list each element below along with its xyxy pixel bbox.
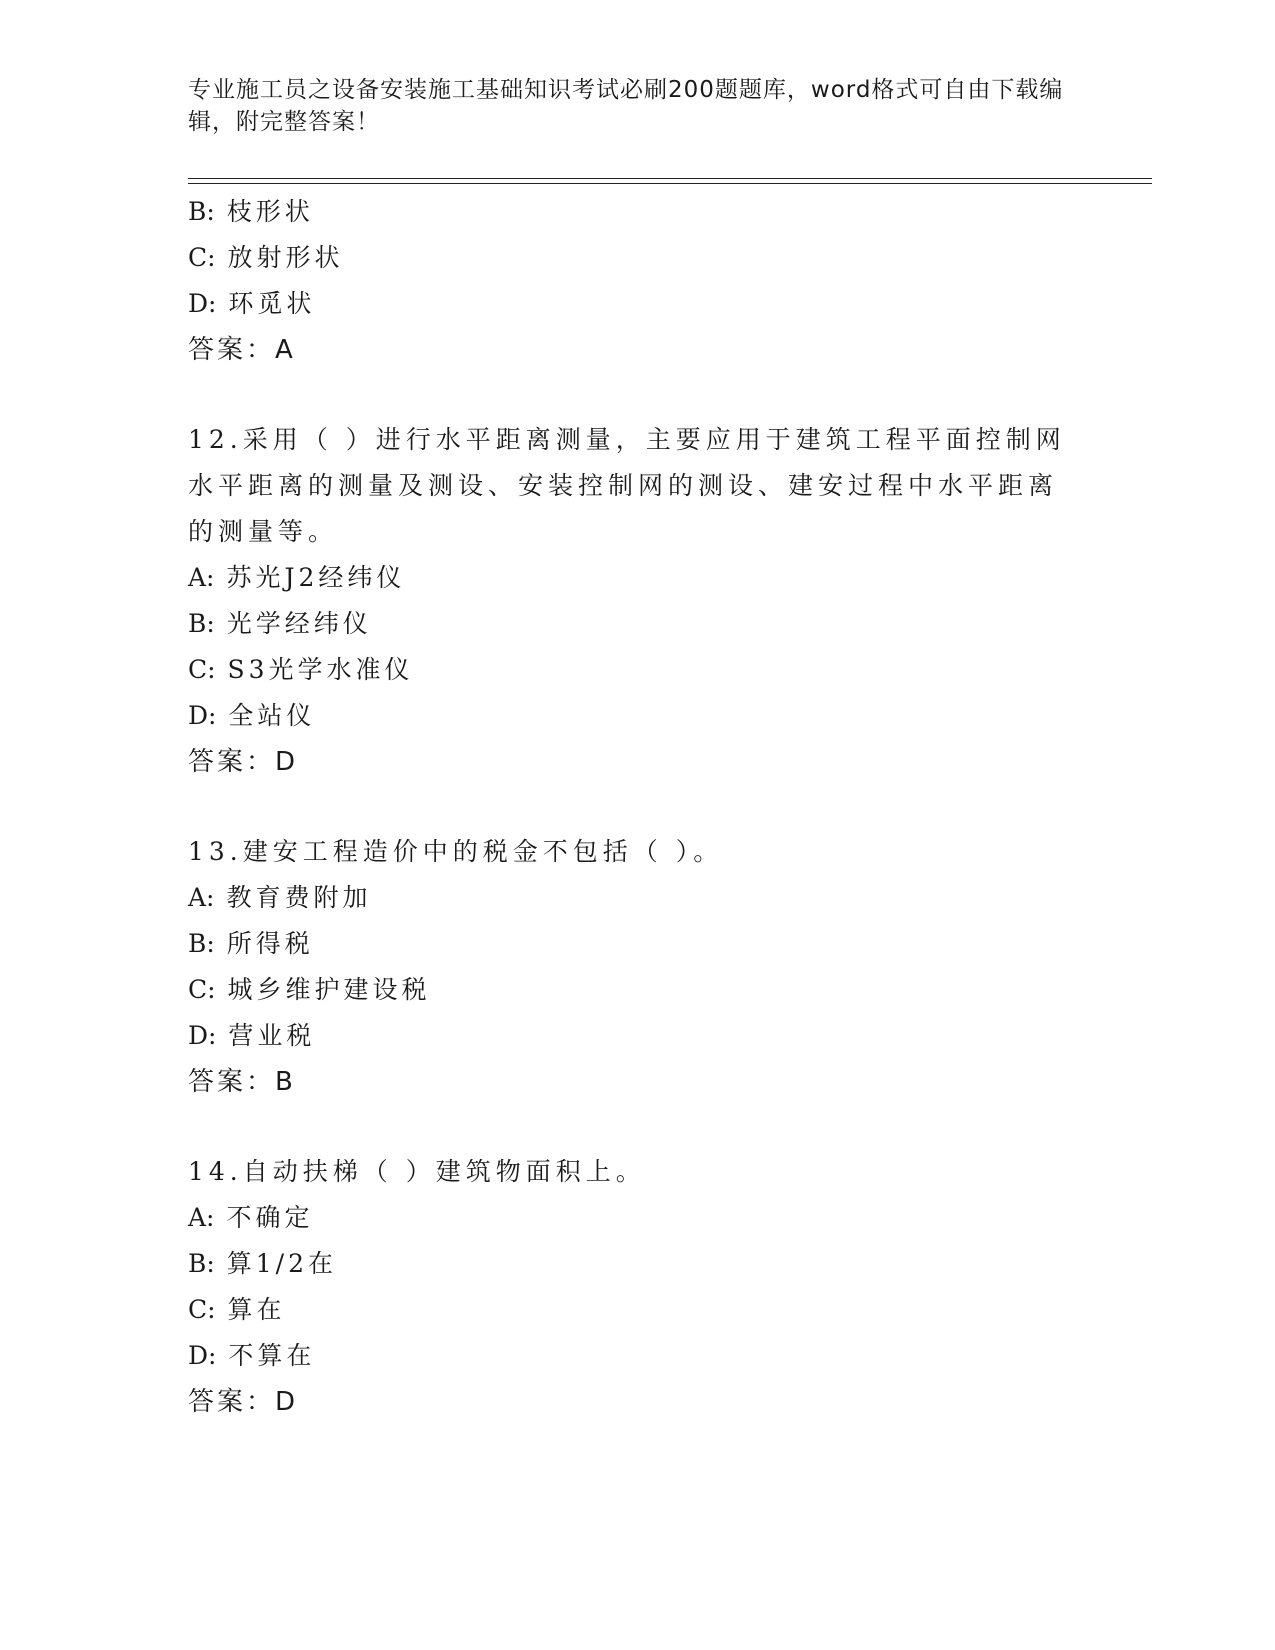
option-b: B: 枝形状 bbox=[188, 197, 314, 226]
answer-line: 答案：B bbox=[188, 1067, 296, 1097]
option-b: B: 所得税 bbox=[188, 929, 314, 958]
option-c: C: 放射形状 bbox=[188, 243, 344, 272]
option-b: B: 光学经纬仪 bbox=[188, 609, 372, 638]
option-a: A: 教育费附加 bbox=[188, 883, 372, 912]
option-d: D: 环觅状 bbox=[188, 289, 316, 318]
option-c: C: S3光学水准仪 bbox=[188, 655, 414, 684]
question-text: 14.自动扶梯（ ）建筑物面积上。 bbox=[188, 1157, 646, 1186]
answer-line: 答案：A bbox=[188, 335, 296, 365]
option-a: A: 苏光J2经纬仪 bbox=[188, 563, 406, 592]
option-b: B: 算1/2在 bbox=[188, 1249, 337, 1278]
header-rule-top bbox=[188, 178, 1152, 179]
question-11-partial bbox=[188, 189, 1068, 373]
question-13 bbox=[188, 829, 1068, 1105]
option-a: A: 不确定 bbox=[188, 1203, 314, 1232]
option-c: C: 算在 bbox=[188, 1295, 286, 1324]
option-d: D: 全站仪 bbox=[188, 701, 316, 730]
question-list bbox=[188, 189, 1068, 1425]
option-c: C: 城乡维护建设税 bbox=[188, 975, 431, 1004]
option-d: D: 不算在 bbox=[188, 1341, 316, 1370]
question-12 bbox=[188, 417, 1068, 785]
answer-line: 答案：D bbox=[188, 1387, 299, 1417]
answer-line: 答案：D bbox=[188, 747, 299, 777]
question-text: 12.采用（ ）进行水平距离测量，主要应用于建筑工程平面控制网水平距离的测量及测设、安装控制网的测设、建安过程中水平距离的测量等。 bbox=[188, 425, 1066, 546]
document-header: 专业施工员之设备安装施工基础知识考试必刷200题题库，word格式可自由下载编辑，附完整答案！ bbox=[188, 77, 1064, 135]
question-14 bbox=[188, 1149, 1068, 1425]
question-text: 13.建安工程造价中的税金不包括（ ）。 bbox=[188, 837, 724, 866]
header-rule-bottom bbox=[188, 183, 1152, 184]
option-d: D: 营业税 bbox=[188, 1021, 316, 1050]
